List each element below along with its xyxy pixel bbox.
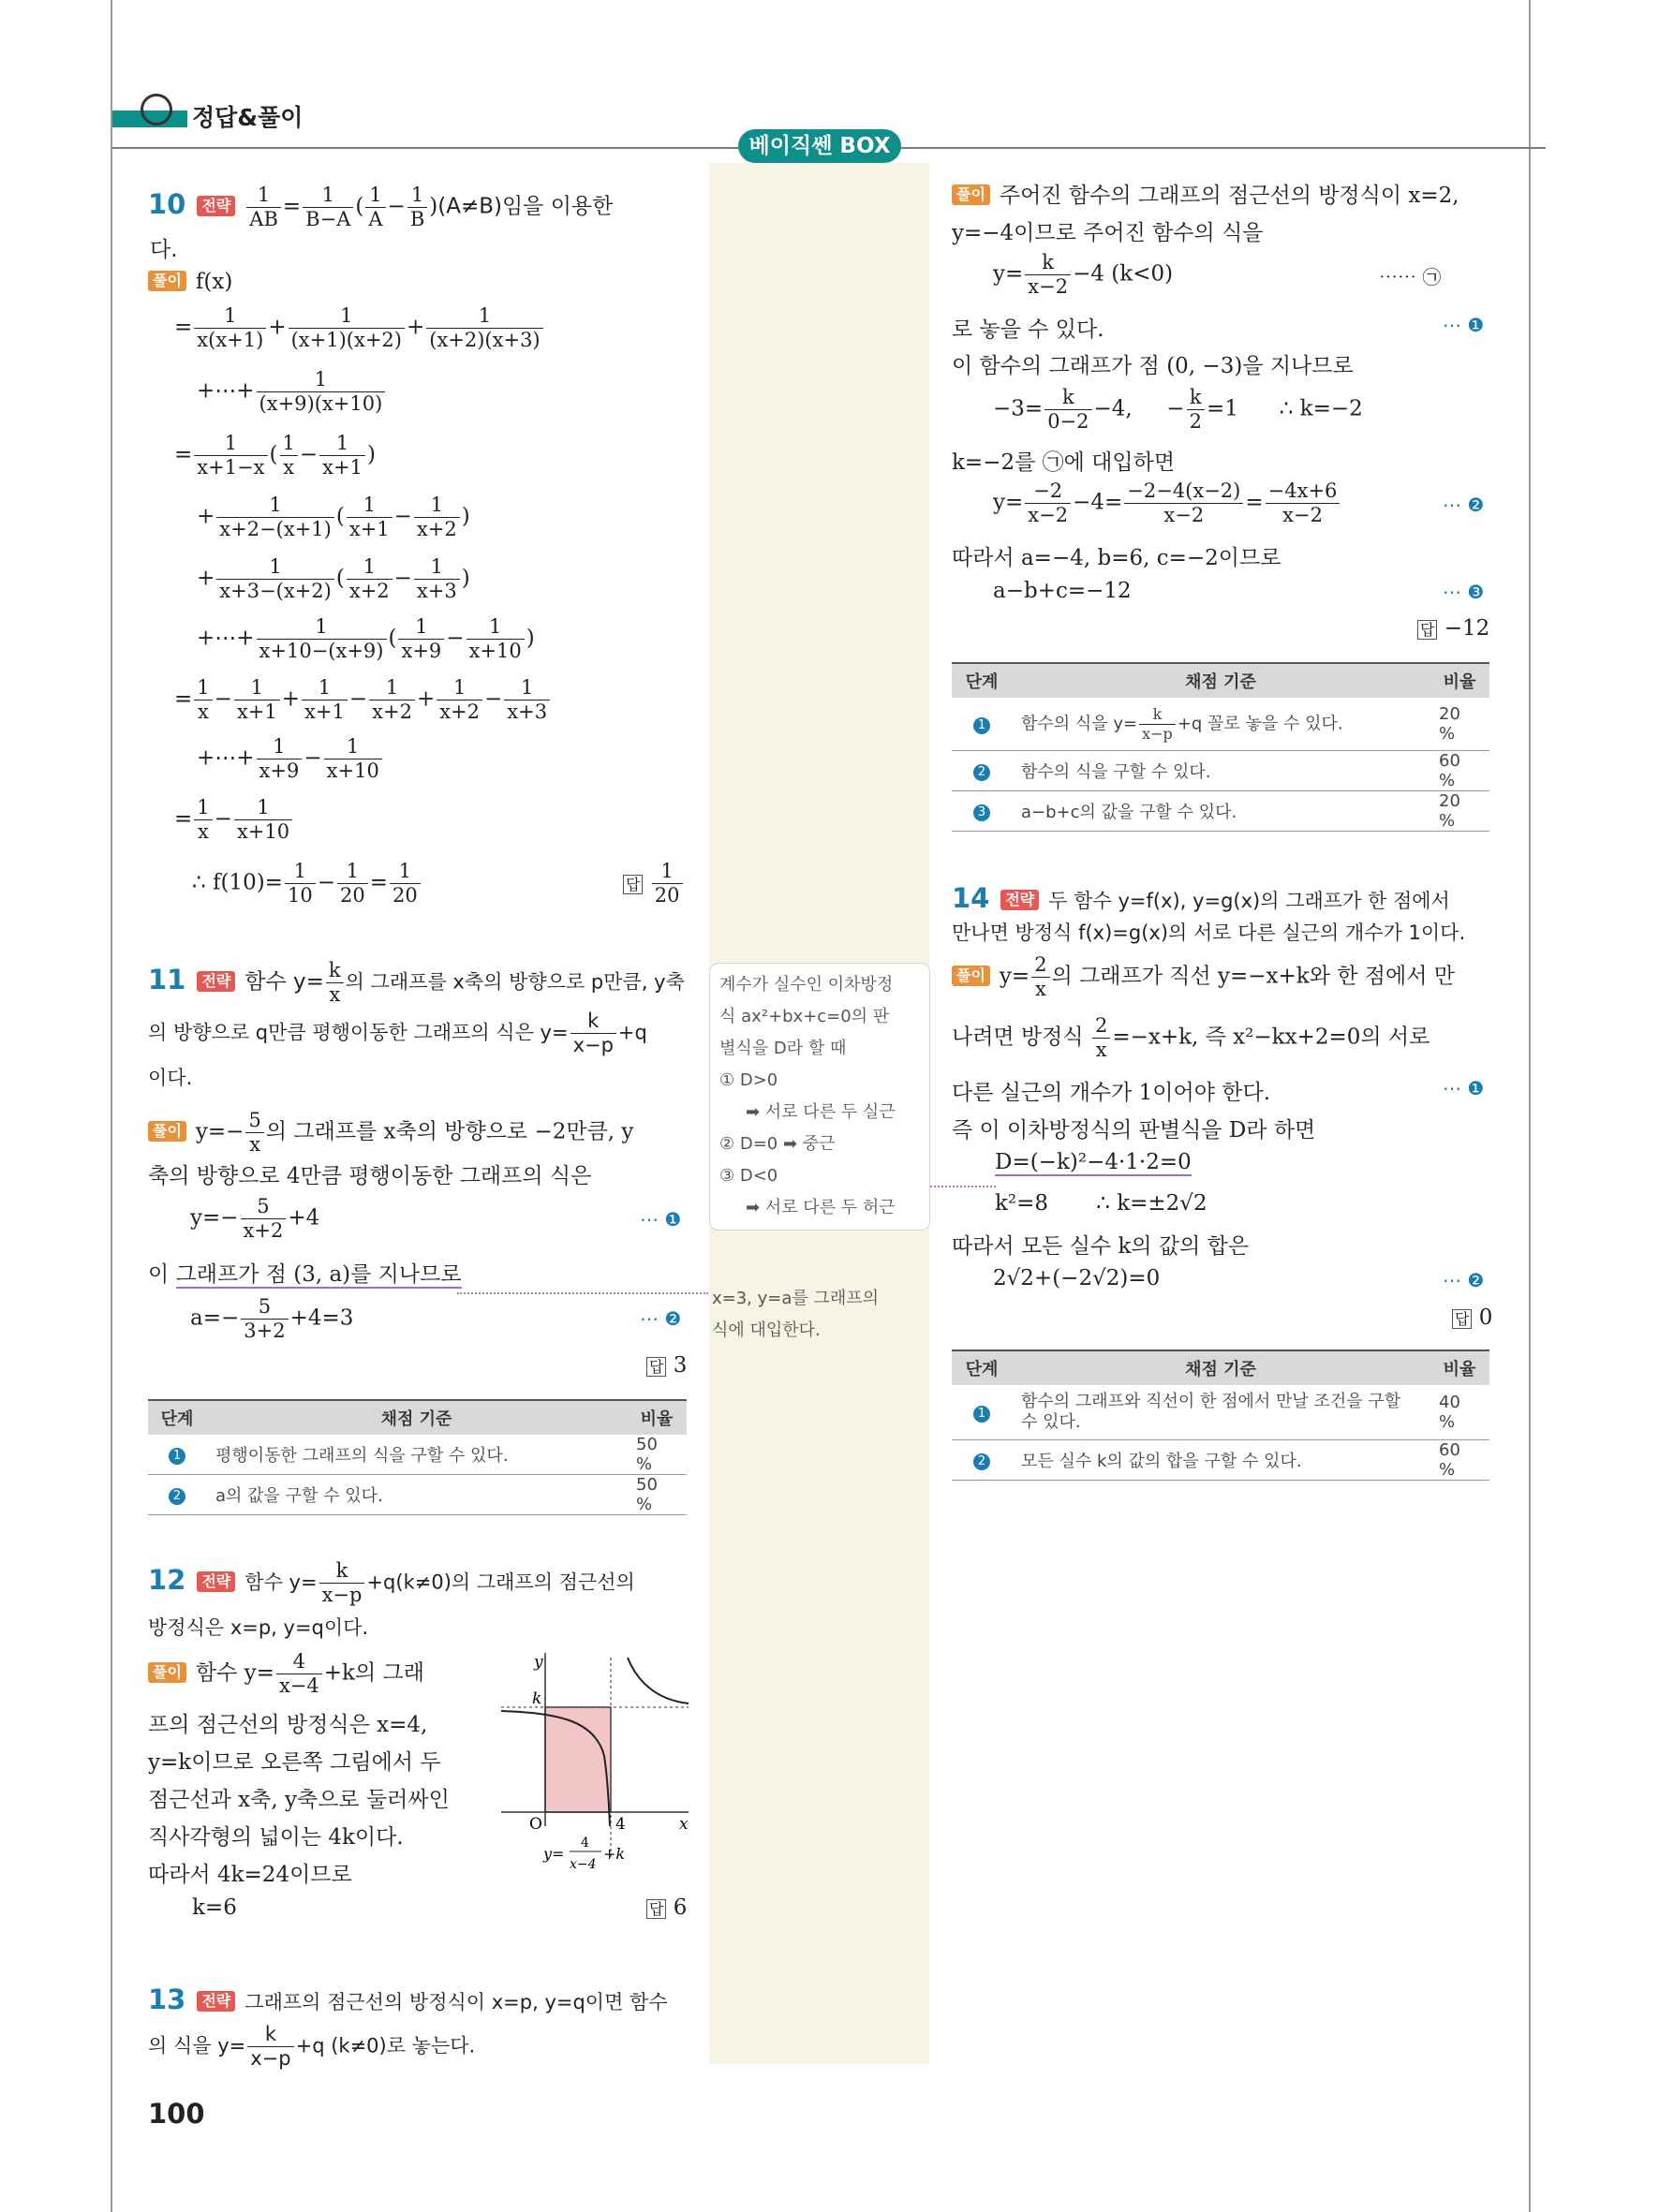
strategy-tag: 전략: [1000, 890, 1039, 910]
p14-l6: [995, 1191, 1207, 1216]
note-line: 별식을 D라 할 때: [719, 1039, 847, 1058]
th-ratio: 비율: [627, 1400, 687, 1435]
p14-sol-1: 풀이 y= $\frac{2}{x}$ 의 그래프가 직선 y=−x+k와 한 점에서 만: [952, 953, 1455, 1001]
strategy-tag: 전략: [197, 1571, 235, 1592]
link-dotted-line: [457, 1292, 708, 1294]
p10-line-7: = $\frac{1}{x}$ − $\frac{1}{x+1}$ + $\frac{1}{x+1}$ − $\frac{1}{x+2}$ + $\frac{1}{x+2}$ − $\frac{1}{x+3}$: [174, 676, 552, 724]
p12-l4: 점근선과 x축, y축으로 둘러싸인: [148, 1788, 450, 1812]
p13sol-l6-a: −3=: [993, 396, 1044, 421]
shaded-rectangle: [545, 1707, 611, 1812]
step-mark-2: ⋯ ❷: [640, 1307, 682, 1330]
note-line: 식 ax²+bx+c=0의 판: [719, 1007, 890, 1026]
p14-l1-a: y=: [999, 964, 1030, 989]
criteria-cell: 함수의 그래프와 직선이 한 점에서 만날 조건을 구할 수 있다.: [1012, 1385, 1429, 1440]
p10-number: 10: [148, 187, 186, 220]
table-row: [952, 791, 1489, 832]
p13sol-l8-c: =: [1245, 490, 1264, 515]
th-criteria: 채점 기준: [1012, 663, 1429, 698]
p10-line-8: +⋯+ $\frac{1}{x+9}$ − $\frac{1}{x+10}$: [197, 735, 384, 783]
step-badge: 2: [973, 1453, 990, 1470]
p10-strategy-end: 다.: [150, 238, 178, 262]
p14-l2: 나려면 방정식 $\frac{2}{x}$ =−x+k, 즉 x²−kx+2=0의 서로: [952, 1014, 1430, 1061]
p13sol-l6-b: −4,: [1093, 396, 1133, 421]
step-mark-1: ⋯ ❶: [1443, 314, 1485, 336]
box-badge: 베이직쎈 BOX: [738, 129, 901, 163]
solution-tag: 풀이: [952, 184, 990, 205]
step-mark-2: ⋯ ❷: [1443, 1269, 1485, 1291]
th-step: 단계: [952, 663, 1012, 698]
step-badge: 3: [973, 804, 990, 821]
p13-s2: 의 식을 y=: [148, 2034, 246, 2057]
p13sol-l8-a: y=: [993, 490, 1024, 515]
p14-answer-value: 0: [1478, 1305, 1493, 1330]
p12-l1: 함수 y=: [195, 1660, 274, 1686]
strategy-tag: 전략: [197, 1991, 235, 2012]
p10-line-3: = $\frac{1}{x+1-x}$ ( $\frac{1}{x}$ − $\frac{1}{x+1}$ ): [174, 432, 376, 479]
p12-l6: 따라서 4k=24이므로: [148, 1863, 352, 1887]
p13-s2b: +q (k≠0)로 놓는다.: [295, 2034, 476, 2057]
p11-s2b: +q: [617, 1021, 647, 1044]
p10-line-4: + $\frac{1}{x+2-(x+1)}$ ( $\frac{1}{x+1}$ − $\frac{1}{x+2}$ ): [197, 494, 470, 540]
p11-l3-a: y=−: [190, 1205, 239, 1231]
note-line: x=3, y=a를 그래프의: [712, 1289, 880, 1308]
p12-l5: 직사각형의 넓이는 4k이다.: [148, 1825, 404, 1850]
p12-answer-value: 6: [673, 1895, 688, 1920]
p11-l1b: 의 그래프를 x축의 방향으로 −2만큼, y: [265, 1119, 634, 1144]
step-mark-1: ⋯ ❶: [640, 1208, 682, 1231]
note-line: ➡ 서로 다른 두 허근: [746, 1198, 896, 1217]
p10-solution-start: [148, 270, 232, 294]
p13sol-l6-e: ∴ k=−2: [1279, 396, 1363, 421]
th-step: 단계: [952, 1350, 1012, 1385]
step-badge: 1: [973, 717, 990, 734]
p14-s2: 만나면 방정식 f(x)=g(x)의 서로 다른 실근의 개수가 1이다.: [952, 922, 1466, 944]
note-line: ② D=0 ➡ 중근: [719, 1134, 836, 1154]
asymptote-graph: [496, 1653, 698, 1878]
header-title: 정답&풀이: [192, 104, 304, 131]
th-criteria: 채점 기준: [206, 1400, 627, 1435]
left-page-border: [111, 0, 112, 2212]
p12-l2: 프의 점근선의 방정식은 x=4,: [148, 1713, 428, 1737]
p13-score-table: [952, 662, 1489, 832]
criteria-cell: a−b+c의 값을 구할 수 있다.: [1012, 791, 1429, 832]
p10-line-2: +⋯+ $\frac{1}{(x+9)(x+10)}$: [197, 368, 387, 416]
p14-s1: 두 함수 y=f(x), y=g(x)의 그래프가 한 점에서: [1048, 890, 1450, 912]
p13sol-l4: 로 놓을 수 있다.: [952, 317, 1104, 342]
strategy-tag: 전략: [197, 196, 235, 216]
p11-l5-a: a=−: [190, 1305, 240, 1331]
p12-answer: 답 6: [646, 1895, 687, 1920]
p13sol-l5: 이 함수의 그래프가 점 (0, −3)을 지나므로: [952, 354, 1354, 378]
p11-answer: 답 3: [646, 1353, 687, 1378]
p12-s1b: +q(k≠0)의 그래프의 점근선의: [366, 1571, 635, 1594]
p11-number: 11: [148, 963, 186, 995]
p14-l7: 따라서 모든 실수 k의 값의 합은: [952, 1234, 1250, 1259]
graph-eq-den: x−4: [570, 1857, 597, 1872]
step-badge: 1: [169, 1448, 185, 1465]
p14-l6-b: ∴ k=±2√2: [1096, 1191, 1207, 1216]
p10-answer: 답 $\frac{1}{20}$: [623, 860, 685, 907]
p14-l6-a: k²=8: [995, 1191, 1049, 1216]
p11-l4-a: 이: [148, 1262, 176, 1287]
p13-sol-1: [952, 178, 1459, 209]
criteria-cell: 모든 실수 k의 값의 합을 구할 수 있다.: [1012, 1440, 1429, 1481]
p13sol-l1: 주어진 함수의 그래프의 점근선의 방정식이 x=2,: [999, 184, 1459, 208]
p12-number: 12: [148, 1563, 186, 1596]
step-mark-2: ⋯ ❷: [1443, 494, 1485, 516]
answer-icon: 답: [623, 875, 643, 894]
page-number: 100: [148, 2098, 205, 2130]
p13-strategy-1: [148, 1983, 668, 2015]
p11-l1: y=−: [195, 1119, 244, 1144]
p14-score-table: [952, 1349, 1489, 1481]
graph-x-label: x: [679, 1815, 689, 1834]
p14-number: 14: [952, 882, 990, 914]
p11-l4-underlined: 그래프가 점 (3, a)를 지나므로: [175, 1262, 462, 1287]
p14-l1-b: 의 그래프가 직선 y=−x+k와 한 점에서 만: [1051, 964, 1455, 989]
p11-l3: y=− $\frac{5}{x+2}$ +4: [190, 1195, 320, 1242]
p13sol-l6-d: =1: [1206, 396, 1238, 421]
p13sol-l8-b: −4=: [1073, 490, 1123, 515]
p11-l3-b: +4: [288, 1205, 320, 1231]
p11-s3: 이다.: [148, 1067, 193, 1089]
p13sol-l3-a: y=: [993, 261, 1024, 287]
step-badge: 1: [973, 1406, 990, 1423]
p10-strategy-tail: (A≠B)임을 이용한: [437, 194, 614, 219]
p13sol-l3: y= $\frac{k}{x-2}$ −4 (k<0): [993, 251, 1174, 298]
p12-l1b: +k의 그래: [323, 1660, 424, 1686]
p14-l8: 2√2+(−2√2)=0: [993, 1266, 1161, 1290]
p11-s1b: 의 그래프를 x축의 방향으로 p만큼, y축: [345, 970, 685, 994]
p13sol-l7: k=−2를 ㉠에 대입하면: [952, 450, 1176, 475]
p13sol-l6: −3= $\frac{k}{0-2}$ −4, − $\frac{k}{2}$ =1 ∴ k=−2: [993, 386, 1363, 433]
p10-strategy: 10 전략 $\frac{1}{AB}$ = $\frac{1}{B-A}$ ( $\frac{1}{A}$ − $\frac{1}{B}$ )(A≠B)임을 이용한: [148, 184, 614, 230]
note-line: 계수가 실수인 이차방정: [719, 975, 894, 995]
p14-l5-underlined: D=(−k)²−4·1·2=0: [995, 1150, 1192, 1174]
solution-tag: 풀이: [148, 1121, 186, 1142]
p12-l7: k=6: [192, 1895, 237, 1920]
p10-line-6: +⋯+ $\frac{1}{x+10-(x+9)}$ ( $\frac{1}{x+9}$ − $\frac{1}{x+10}$ ): [197, 615, 535, 662]
solution-tag: 풀이: [952, 966, 990, 986]
clock-icon: [141, 94, 172, 125]
p12-s2: 방정식은 x=p, y=q이다.: [148, 1616, 369, 1639]
step-badge: 2: [973, 764, 990, 781]
p12-strategy-1: 12 전략 함수 y= $\frac{k}{x-p}$ +q(k≠0)의 그래프의 점근선의: [148, 1559, 635, 1606]
p13sol-l6-c: −: [1166, 396, 1185, 421]
ratio-cell: 20 %: [1429, 791, 1489, 832]
table-row: 1 함수의 식을 y= $\frac{k}{x-p}$ +q 꼴로 놓을 수 있다. 20 %: [952, 698, 1489, 751]
ratio-cell: 20 %: [1429, 698, 1489, 751]
graph-eq-num: 4: [581, 1836, 589, 1851]
graph-eq-tail: +k: [603, 1845, 626, 1863]
graph-origin-label: O: [529, 1815, 542, 1834]
p14-answer: 답 0: [1452, 1305, 1492, 1330]
criteria-cell-tail: +q 꼴로 놓을 수 있다.: [1177, 714, 1343, 733]
solution-tag: 풀이: [148, 1662, 186, 1683]
graph-eq-lead: y=: [543, 1845, 565, 1863]
p12-s1: 함수 y=: [244, 1571, 318, 1594]
p13sol-l3-ref: ⋯⋯ ㉠: [1379, 266, 1442, 288]
p14-l2-a: 나려면 방정식: [952, 1025, 1084, 1050]
p12-sol-1: 풀이 함수 y= $\frac{4}{x-4}$ +k의 그래: [148, 1650, 424, 1698]
ratio-cell: 60 %: [1429, 751, 1489, 791]
p10-fx: f(x): [195, 270, 233, 294]
criteria-cell: 함수의 식을 y=: [1021, 714, 1138, 733]
p13-s1: 그래프의 점근선의 방정식이 x=p, y=q이면 함수: [244, 1991, 668, 2013]
p10-line-9: = $\frac{1}{x}$ − $\frac{1}{x+10}$: [174, 796, 294, 844]
p12-l3: y=k이므로 오른쪽 그림에서 두: [148, 1750, 441, 1775]
ratio-cell: 40 %: [1429, 1385, 1489, 1440]
step-mark-1: ⋯ ❶: [1443, 1077, 1485, 1099]
table-row: [952, 751, 1489, 791]
p11-l5-b: +4=3: [289, 1305, 354, 1331]
p13sol-l8: y= $\frac{-2}{x-2}$ −4= $\frac{-2-4(x-2)}{x-2}$ = $\frac{-4x+6}{x-2}$: [993, 479, 1341, 527]
table-row: [148, 1475, 687, 1515]
box-note-substitute: [712, 1283, 879, 1347]
table-row: [148, 1435, 687, 1475]
graph-y-label: y: [534, 1653, 543, 1672]
p13sol-l10: a−b+c=−12: [993, 579, 1132, 603]
p13sol-l9: 따라서 a=−4, b=6, c=−2이므로: [952, 546, 1281, 570]
p14-strategy-1: [952, 882, 1450, 914]
p11-s2: 의 방향으로 q만큼 평행이동한 그래프의 식은 y=: [148, 1021, 569, 1044]
p11-l4: [148, 1257, 462, 1288]
criteria-cell: 평행이동한 그래프의 식을 구할 수 있다.: [206, 1435, 627, 1475]
th-criteria: 채점 기준: [1012, 1350, 1429, 1385]
note-line: 식에 대입한다.: [712, 1320, 821, 1340]
criteria-cell: 함수의 식을 구할 수 있다.: [1012, 751, 1429, 791]
p11-strategy-2: 의 방향으로 q만큼 평행이동한 그래프의 식은 y= $\frac{k}{x-p}$ +q: [148, 1010, 647, 1056]
note-line: ➡ 서로 다른 두 실근: [746, 1102, 896, 1122]
table-row: [952, 1385, 1489, 1440]
p10-conclusion: ∴ f(10)= $\frac{1}{10}$ − $\frac{1}{20}$ = $\frac{1}{20}$: [192, 860, 422, 907]
p13sol-l3-b: −4 (k<0): [1073, 261, 1174, 287]
graph-k-label: k: [532, 1689, 542, 1708]
link-dotted-line: [930, 1186, 996, 1187]
step-badge: 2: [169, 1488, 185, 1505]
solution-tag: 풀이: [148, 271, 186, 291]
p11-answer-value: 3: [673, 1353, 688, 1378]
note-line: ① D>0: [719, 1070, 778, 1090]
p14-l3: 다른 실근의 개수가 1이어야 한다.: [952, 1081, 1271, 1105]
p14-l2-b: =−x+k, 즉 x²−kx+2=0의 서로: [1112, 1025, 1430, 1050]
p13-number: 13: [148, 1983, 186, 2015]
strategy-tag: 전략: [197, 971, 235, 992]
p13sol-l2: y=−4이므로 주어진 함수의 식을: [952, 221, 1264, 245]
graph-4-label: 4: [615, 1815, 626, 1834]
ratio-cell: 50 %: [627, 1435, 687, 1475]
right-page-border: [1529, 0, 1531, 2212]
p11-l2: 축의 방향으로 4만큼 평행이동한 그래프의 식은: [148, 1164, 592, 1188]
p10-line-5: + $\frac{1}{x+3-(x+2)}$ ( $\frac{1}{x+2}$ − $\frac{1}{x+3}$ ): [197, 555, 470, 602]
frac: $\frac{1}{B-A}$: [303, 184, 353, 231]
p11-s1: 함수 y=: [244, 969, 324, 995]
table-row: [952, 1440, 1489, 1481]
note-line: ③ D<0: [719, 1166, 778, 1186]
p11-strategy-1: 11 전략 함수 y= $\frac{k}{x}$ 의 그래프를 x축의 방향으로 p만큼, y축: [148, 959, 685, 1006]
th-ratio: 비율: [1429, 663, 1489, 698]
p11-sol-1: 풀이 y=− $\frac{5}{x}$ 의 그래프를 x축의 방향으로 −2만큼, y: [148, 1109, 633, 1157]
p13-strategy-2: 의 식을 y= $\frac{k}{x-p}$ +q (k≠0)로 놓는다.: [148, 2023, 476, 2070]
p11-l5: a=− $\frac{5}{3+2}$ +4=3: [190, 1295, 354, 1342]
p10-conclusion-text: ∴ f(10)=: [192, 870, 283, 895]
ratio-cell: 60 %: [1429, 1440, 1489, 1481]
p11-score-table: [148, 1399, 687, 1515]
p13-answer-value: −12: [1444, 616, 1490, 641]
criteria-cell: a의 값을 구할 수 있다.: [206, 1475, 627, 1515]
ratio-cell: 50 %: [627, 1475, 687, 1515]
frac: $\frac{1}{AB}$: [246, 184, 281, 231]
curve-right-branch: [628, 1658, 689, 1703]
box-note-discriminant: [709, 963, 930, 1231]
th-step: 단계: [148, 1400, 206, 1435]
p13-answer: 답 −12: [1417, 616, 1489, 641]
p14-l4: 즉 이 이차방정식의 판별식을 D라 하면: [952, 1118, 1316, 1143]
p10-line-1: = $\frac{1}{x(x+1)}$ + $\frac{1}{(x+1)(x+2)}$ + $\frac{1}{(x+2)(x+3)}$: [174, 304, 545, 352]
step-mark-3: ⋯ ❸: [1443, 581, 1485, 603]
th-ratio: 비율: [1429, 1350, 1489, 1385]
p14-l5: [995, 1150, 1192, 1174]
